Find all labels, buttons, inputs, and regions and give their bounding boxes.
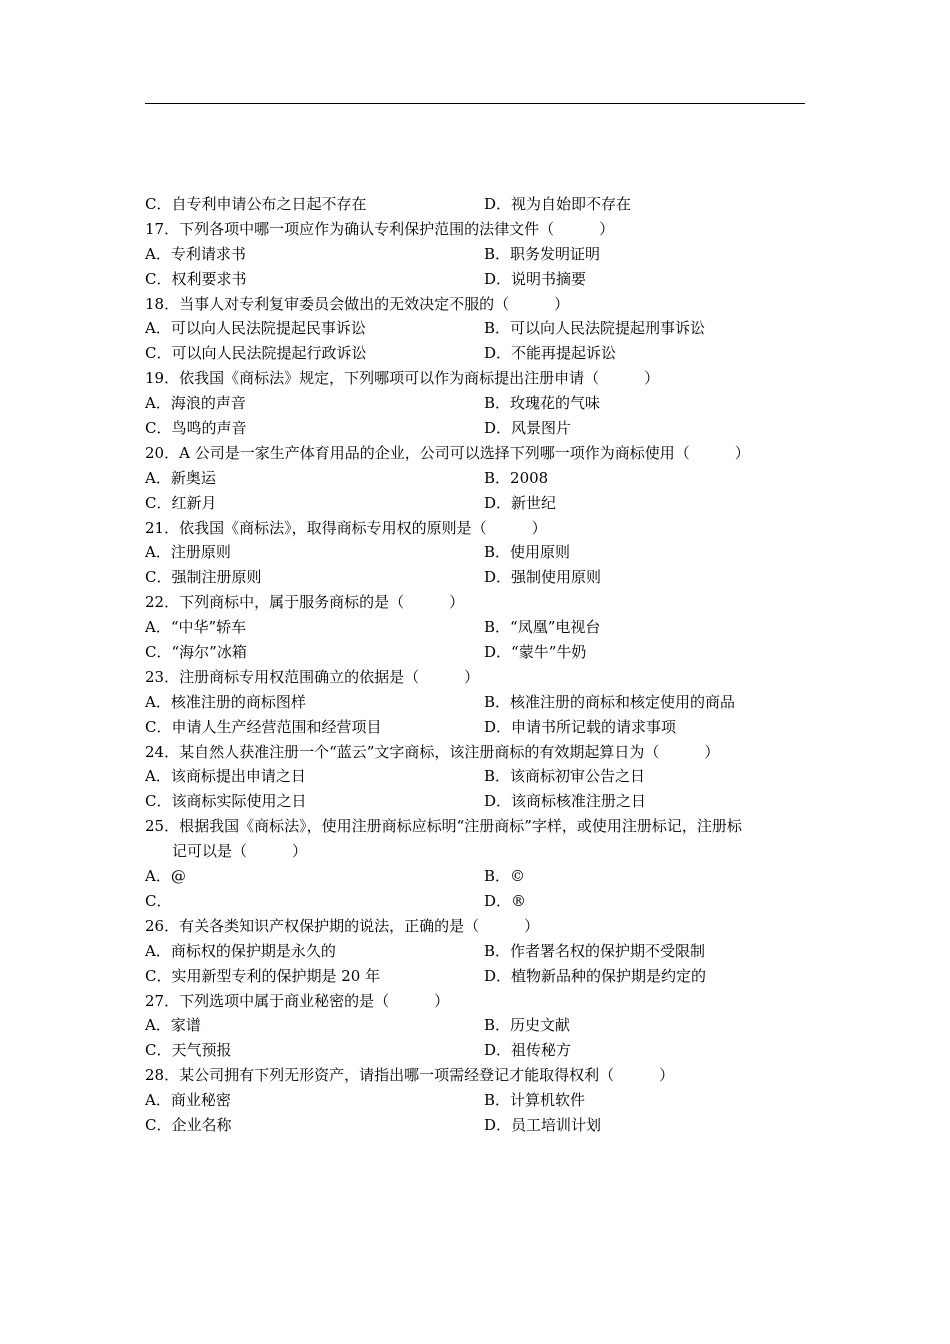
option-left: A．商业秘密 [145,1091,231,1110]
option-row [145,690,815,715]
option-left: C．企业名称 [145,1115,232,1134]
option-right: B．历史文献 [484,1016,571,1035]
option-row [145,565,815,590]
option-right: B．© [484,867,526,886]
question-stem: 28．某公司拥有下列无形资产，请指出哪一项需经登记才能取得权利（ ） [145,1066,675,1085]
option-right: D．说明书摘要 [484,269,587,288]
question-stem: 19．依我国《商标法》规定，下列哪项可以作为商标提出注册申请（ ） [145,369,660,388]
option-left: C．该商标实际使用之日 [145,792,307,811]
header-rule [145,103,805,104]
question-stem: 18．当事人对专利复审委员会做出的无效决定不服的（ ） [145,294,570,313]
option-left: C．天气预报 [145,1041,232,1060]
option-right: D．视为自始即不存在 [484,195,632,213]
option-right: B．使用原则 [484,543,571,562]
option-left: C．实用新型专利的保护期是 20 年 [145,966,381,985]
option-right: D．® [484,891,527,910]
exam-content [145,192,815,1138]
option-right: D．新世纪 [484,493,557,512]
option-left: C．“海尔”冰箱 [145,643,247,662]
option-row [145,466,815,491]
option-right: D．“蒙牛”牛奶 [484,643,587,662]
option-left: C．强制注册原则 [145,568,262,587]
option-left: A．“中华”轿车 [145,618,247,637]
option-row [145,341,815,366]
option-right: B．“凤凰”电视台 [484,618,601,637]
option-row [145,764,815,789]
question-stem: 20．A 公司是一家生产体育用品的企业，公司可以选择下列哪一项作为商标使用（ ） [145,443,750,462]
option-row [145,864,815,889]
question-stem: 17．下列各项中哪一项应作为确认专利保护范围的法律文件（ ） [145,219,615,238]
option-right: B．该商标初审公告之日 [484,767,646,786]
option-left: C．自专利申请公布之日起不存在 [145,195,367,213]
option-right: D．强制使用原则 [484,568,602,587]
option-row [145,391,815,416]
option-row [145,242,815,267]
option-left: A．@ [145,867,186,886]
option-left: C．鸟鸣的声音 [145,419,247,438]
option-row [145,1088,815,1113]
option-right: B．作者署名权的保护期不受限制 [484,941,706,960]
question-stem: 24．某自然人获准注册一个“蓝云”文字商标，该注册商标的有效期起算日为（ ） [145,742,720,761]
question-stem: 25．根据我国《商标法》，使用注册商标应标明“注册商标”字样，或使用注册标记，注册标 [145,817,742,836]
option-right: B．可以向人民法院提起刑事诉讼 [484,319,706,338]
option-row [145,715,815,740]
option-row [145,939,815,964]
option-right: D．植物新品种的保护期是约定的 [484,966,707,985]
option-row [145,889,815,914]
option-right: D．不能再提起诉讼 [484,344,617,363]
option-right: B．核准注册的商标和核定使用的商品 [484,692,736,711]
question-stem: 26．有关各类知识产权保护期的说法，正确的是（ ） [145,916,540,935]
option-left: C．可以向人民法院提起行政诉讼 [145,344,367,363]
option-right: B．玫瑰花的气味 [484,394,601,413]
option-left: A．海浪的声音 [145,394,246,413]
option-left: C．红新月 [145,493,217,512]
option-row [145,789,815,814]
question-continuation: 记可以是（ ） [172,842,308,861]
option-left: A．专利请求书 [145,244,246,263]
option-row [145,267,815,292]
option-left: A．新奥运 [145,468,216,487]
option-right: D．员工培训计划 [484,1115,602,1134]
option-right: B．计算机软件 [484,1091,586,1110]
option-left: A．核准注册的商标图样 [145,692,306,711]
option-left: A．商标权的保护期是永久的 [145,941,336,960]
option-row [145,1038,815,1063]
question-stem: 23．注册商标专用权范围确立的依据是（ ） [145,667,480,686]
option-right: B．2008 [484,468,549,487]
option-row [145,640,815,665]
option-row [145,491,815,516]
option-left: A．注册原则 [145,543,231,562]
option-right: D．该商标核准注册之日 [484,792,647,811]
option-right: D．祖传秘方 [484,1041,572,1060]
question-stem: 21．依我国《商标法》，取得商标专用权的原则是（ ） [145,518,547,537]
option-left: A．家谱 [145,1016,201,1035]
option-right: D．风景图片 [484,419,572,438]
option-row [145,316,815,341]
option-row [145,1113,815,1138]
option-row [145,615,815,640]
option-row [145,416,815,441]
option-row [145,964,815,989]
option-row [145,1013,815,1038]
question-stem: 27．下列选项中属于商业秘密的是（ ） [145,991,450,1010]
option-left: C． [145,891,172,910]
option-left: A．该商标提出申请之日 [145,767,306,786]
question-stem: 22．下列商标中，属于服务商标的是（ ） [145,593,465,612]
option-row [145,192,815,217]
option-right: B．职务发明证明 [484,244,601,263]
option-row [145,540,815,565]
option-right: D．申请书所记载的请求事项 [484,717,677,736]
option-left: C．权利要求书 [145,269,247,288]
option-left: A．可以向人民法院提起民事诉讼 [145,319,366,338]
option-left: C．申请人生产经营范围和经营项目 [145,717,382,736]
